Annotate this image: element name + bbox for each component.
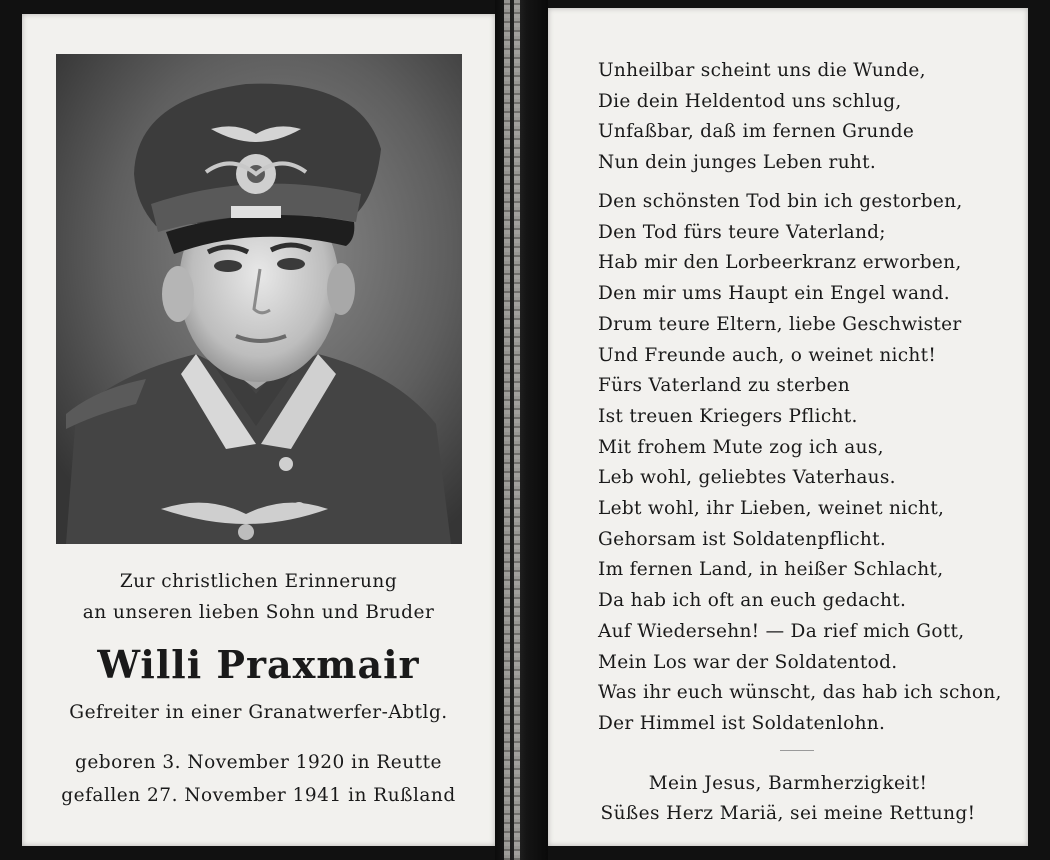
- prayer-line-2: Süßes Herz Mariä, sei meine Rettung!: [600, 803, 976, 824]
- caption-line-1: Zur christlichen Erinnerung: [119, 571, 398, 592]
- poem-line: Fürs Vaterland zu sterben: [598, 375, 850, 397]
- torn-edge-left: [504, 0, 510, 860]
- torn-edge-right: [514, 0, 520, 860]
- poem-line: Gehorsam ist Soldatenpflicht.: [598, 528, 887, 550]
- poem-line: Leb wohl, geliebtes Vaterhaus.: [598, 467, 896, 489]
- poem-line: Unheilbar scheint uns die Wunde,: [598, 60, 926, 81]
- poem-line: Lebt wohl, ihr Lieben, weinet nicht,: [598, 498, 945, 520]
- divider-line: [780, 750, 814, 751]
- poem-line: Ist treuen Kriegers Pflicht.: [598, 405, 858, 427]
- death-info: gefallen 27. November 1941 in Rußland: [61, 785, 456, 806]
- poem-line: Den Tod fürs teure Vaterland;: [598, 221, 886, 243]
- poem-line: Mein Los war der Soldatentod.: [598, 651, 898, 673]
- portrait-illustration: [56, 54, 462, 544]
- poem-stanza-2: [598, 187, 1018, 740]
- poem-line: Auf Wiedersehn! — Da rief mich Gott,: [598, 620, 965, 642]
- poem-line: Den schönsten Tod bin ich gestorben,: [598, 191, 963, 212]
- soldier-portrait-photo: [56, 54, 462, 544]
- poem-line: Da hab ich oft an euch gedacht.: [598, 590, 907, 612]
- card-gap: [495, 0, 548, 860]
- poem-line: Unfaßbar, daß im fernen Grunde: [598, 121, 915, 143]
- military-rank: Gefreiter in einer Granatwerfer-Abtlg.: [69, 702, 448, 723]
- caption-line-2: an unseren lieben Sohn und Bruder: [82, 602, 435, 623]
- memorial-card-back: [548, 8, 1028, 846]
- poem-line: Und Freunde auch, o weinet nicht!: [598, 344, 937, 366]
- prayer-line-1: Mein Jesus, Barmherzigkeit!: [648, 773, 928, 794]
- poem-line: Hab mir den Lorbeerkranz erworben,: [598, 252, 962, 274]
- poem-line: Nun dein junges Leben ruht.: [598, 152, 877, 174]
- poem-line: Drum teure Eltern, liebe Geschwister: [598, 313, 962, 335]
- poem-line: Mit frohem Mute zog ich aus,: [598, 436, 884, 458]
- memorial-card-front: [22, 14, 495, 846]
- poem-line: Im fernen Land, in heißer Schlacht,: [598, 559, 944, 581]
- poem-line: Die dein Heldentod uns schlug,: [598, 90, 902, 112]
- poem-line: Was ihr euch wünscht, das hab ich schon,: [598, 682, 1002, 704]
- deceased-name: Willi Praxmair: [97, 642, 420, 687]
- poem-line: Den mir ums Haupt ein Engel wand.: [598, 283, 950, 305]
- poem-stanza-1: [598, 56, 1018, 179]
- poem-line: Der Himmel ist Soldatenlohn.: [598, 712, 886, 734]
- birth-info: geboren 3. November 1920 in Reutte: [75, 752, 442, 773]
